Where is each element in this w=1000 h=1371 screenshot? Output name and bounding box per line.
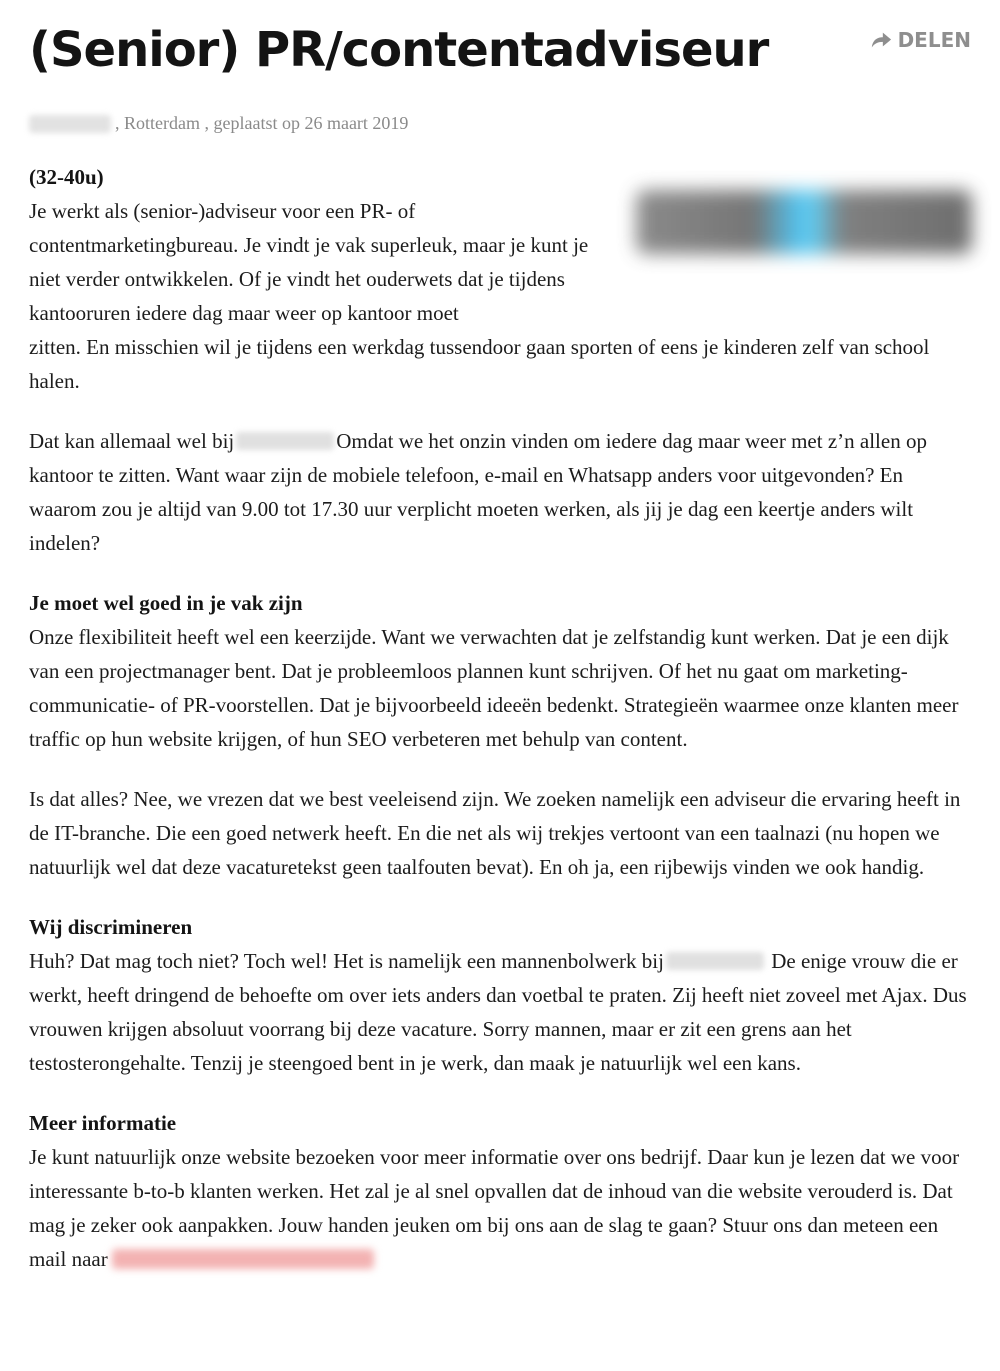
share-label: DELEN xyxy=(897,28,971,52)
job-description xyxy=(29,160,974,1302)
redacted-email-link[interactable] xyxy=(112,1249,374,1269)
disc-text-before: Huh? Dat mag toch niet? Toch wel! Het is namelijk een mannenbolwerk bij xyxy=(29,949,664,973)
intro-text-b: zitten. En misschien wil je tijdens een werkdag tussendoor gaan sporten of eens je kinderen zelf van school halen. xyxy=(29,335,930,393)
info-text: Je kunt natuurlijk onze website bezoeken voor meer informatie over ons bedrijf. Daar kun je lezen dat we voor interessante b-to-b klanten werken. Het zal je al snel opvallen dat de inhoud van die website verouderd is. Dat mag je zeker ook aanpakken. Jouw handen jeuken om bij ons aan de slag te gaan? Stuur ons dan meteen een mail naar xyxy=(29,1145,960,1271)
heading-vak: Je moet wel goed in je vak zijn xyxy=(29,591,303,615)
page-title: (Senior) PR/contentadviseur xyxy=(29,22,769,78)
share-button[interactable] xyxy=(870,28,971,52)
redacted-company-inline-2 xyxy=(666,952,764,970)
paragraph-flexibility xyxy=(29,424,974,560)
paragraph-meer-informatie xyxy=(29,1140,974,1276)
redacted-company-inline xyxy=(236,432,334,450)
share-arrow-icon xyxy=(870,30,892,50)
redacted-company-name xyxy=(29,115,111,133)
intro-text-a: Je werkt als (senior-)adviseur voor een PR- of contentmarketingbureau. Je vindt je vak superleuk, maar je kunt je niet verder ontwikkelen. Of je vindt het ouderwets dat je tijdens kantooruren iedere dag maar weer op kantoor moet xyxy=(29,199,589,325)
disc-text-after: De enige vrouw die er werkt, heeft dringend de behoefte om over iets anders dan voetbal te praten. Zij heeft niet zoveel met Ajax. Dus vrouwen krijgen absoluut voorrang bij deze vacature. Sorry mannen, maar er zit een grens aan het testosterongehalte. Tenzij je steengoed bent in je werk, dan maak je natuurlijk wel een kans. xyxy=(29,949,967,1075)
paragraph-vak: Onze flexibiliteit heeft wel een keerzijde. Want we verwachten dat je zelfstandig kunt werken. Dat je een dijk van een projectmanager bent. Dat je probleemloos plannen kunt schrijven. Of het nu gaat om marketing-communicatie- of PR-voorstellen. Dat je bijvoorbeeld ideeën bedenkt. Strategieën waarmee onze klanten meer traffic op hun website krijgen, of hun SEO verbeteren met behulp van content. xyxy=(29,625,959,751)
paragraph-discrimineren xyxy=(29,944,974,1080)
p2-text-after: Omdat we het onzin vinden om iedere dag maar weer met z’n allen op kantoor te zitten. Want waar zijn de mobiele telefoon, e-mail en Whatsapp anders voor uitgevonden? En waarom zou je altijd van 9.00 tot 17.30 uur verplicht moeten werken, als jij je dag een keertje anders wilt indelen? xyxy=(29,429,927,555)
meta-location-date: , Rotterdam , geplaatst op 26 maart 2019 xyxy=(115,113,409,133)
p2-text-before: Dat kan allemaal wel bij xyxy=(29,429,235,453)
job-meta xyxy=(29,113,408,134)
heading-meer-informatie: Meer informatie xyxy=(29,1111,177,1135)
hours-heading: (32-40u) xyxy=(29,165,104,189)
heading-discrimineren: Wij discrimineren xyxy=(29,915,193,939)
intro-paragraph xyxy=(29,194,974,398)
paragraph-requirements: Is dat alles? Nee, we vrezen dat we best veeleisend zijn. We zoeken namelijk een adviseur die ervaring heeft in de IT-branche. Die een goed netwerk heeft. En die net als wij trekjes vertoont van een taalnazi (nu hopen we natuurlijk wel dat deze vacaturetekst geen taalfouten bevat). En oh ja, een rijbewijs vinden we ook handig. xyxy=(29,787,961,879)
